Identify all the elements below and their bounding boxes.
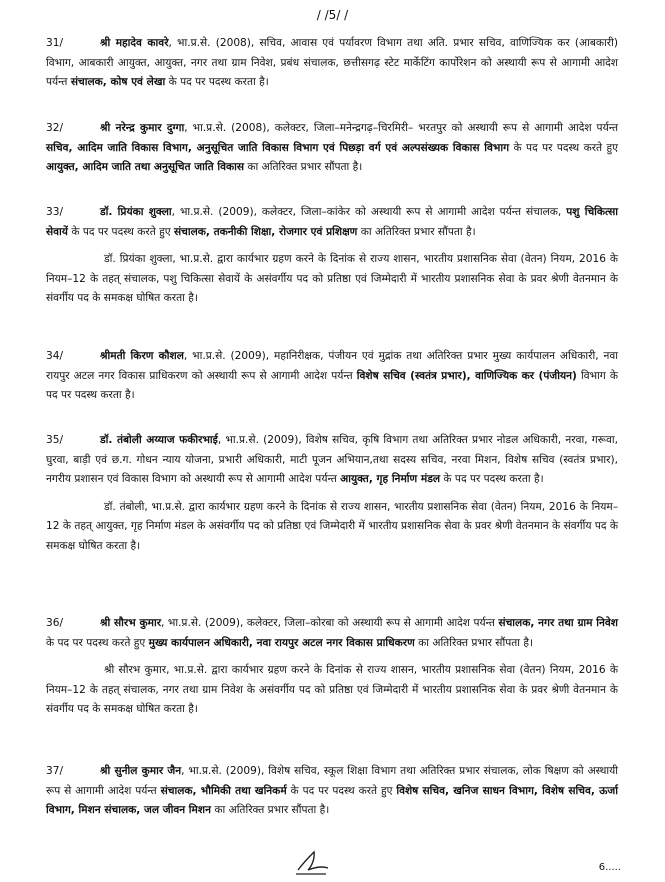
order-text: के पद पर पदस्थ करता है।: [165, 76, 269, 89]
page-number: / /5/ /: [316, 8, 349, 22]
order-text: के पद पर पदस्थ करते हुए: [67, 225, 174, 238]
entry-paragraph: [46, 347, 618, 406]
order-text: का अतिरिक्त प्रभार सौंपता है।: [210, 804, 330, 817]
additional-charge: मुख्य कार्यपालन अधिकारी, नवा रायपुर अटल नगर विकास प्राधिकरण: [148, 636, 415, 649]
serial-number: 35/: [46, 434, 64, 446]
officer-name: श्री सौरभ कुमार: [100, 617, 162, 629]
officer-name: डॉ. प्रियंका शुक्ला: [100, 206, 172, 218]
order-text: के पद पर पदस्थ करता है।: [440, 473, 544, 486]
serial-number: 33/: [46, 206, 64, 218]
officer-name: डॉ. तंबोली अय्याज फकीरभाई: [100, 434, 218, 446]
order-text: का अतिरिक्त प्रभार सौंपता है।: [244, 161, 363, 174]
entry-paragraph: [46, 203, 618, 242]
order-text: , भा.प्र.से. (2009), विशेष सचिव, कृषि विभाग तथा अतिरिक्त प्रभार नोडल अधिकारी, नरवा, गरूवा, घुरवा, बाड़ी एवं छ.ग. गोधन न्याय योजना, प्रभारी अधिकारी, माटी पूजन अभियान,तथा सदस्य सचिव, नरवा मिशन, विशेष सचिव (स्वतंत्र प्रभार), नगरीय प्रशासन एवं विकास विभाग को अस्थायी रूप से आगामी आदेश पर्यन्त: [46, 434, 618, 486]
order-text: के पद पर पदस्थ करते हुए: [46, 636, 149, 649]
order-entry-31: [46, 34, 618, 93]
order-text: विभाग के पद पर पदस्थ करता है।: [46, 369, 618, 402]
order-text: का अतिरिक्त प्रभार सौंपता है।: [414, 636, 534, 649]
entry-paragraph: [46, 762, 618, 821]
order-text: , भा.प्र.से. (2009), कलेक्टर, जिला–कांकेर को अस्थायी रूप से आगामी आदेश पर्यन्त संचालक,: [171, 206, 567, 218]
serial-number: 34/: [46, 350, 64, 362]
posting-title: संचालक, भौमिकी तथा खनिकर्म: [160, 784, 287, 797]
order-entry-34: [46, 347, 618, 406]
posting-title: संचालक, कोष एवं लेखा: [70, 76, 166, 89]
order-entry-33: [46, 203, 618, 309]
order-text: , भा.प्र.से. (2008), कलेक्टर, जिला–मनेन्द्रगढ़–चिरमिरी– भरतपुर को अस्थायी रूप से आगामी आदेश पर्यन्त: [184, 122, 619, 134]
order-text: के पद पर पदस्थ करते हुए: [286, 784, 397, 797]
serial-number: 32/: [46, 122, 64, 134]
declaration-paragraph: श्री सौरभ कुमार, भा.प्र.से. द्वारा कार्यभार ग्रहण करने के दिनांक से राज्य शासन, भारतीय प्रशासनिक सेवा (वेतन) नियम, 2016 के नियम–12 के तहत् संचालक, नगर तथा ग्राम निवेश के असंवर्गीय पद को प्रतिष्ठा एवं जिम्मेदारी में भारतीय प्रशासनिक सेवा के प्रवर श्रेणी वेतनमान के संवर्गीय पद के समकक्ष घोषित करता है।: [46, 664, 618, 716]
order-entry-37: [46, 762, 618, 821]
signature-mark: [292, 848, 340, 878]
order-text: , भा.प्र.से. (2009), कलेक्टर, जिला–कोरबा को अस्थायी रूप से आगामी आदेश पर्यन्त: [161, 617, 499, 629]
order-text: , भा.प्र.से. (2008), सचिव, आवास एवं पर्यावरण विभाग तथा अति. प्रभार सचिव, वाणिज्यिक कर (आबकारी) विभाग, आबकारी आयुक्त, आयुक्त, नगर तथा ग्राम निवेश, प्रबंध संचालक, छत्तीसगढ़ स्टेट मार्केटिंग कार्पोरेशन को अस्थायी रूप से आगामी आदेश पर्यन्त: [46, 37, 618, 89]
officer-name: श्री नरेन्द्र कुमार दुग्गा: [100, 122, 185, 134]
order-text: के पद पर पदस्थ करते हुए: [509, 141, 618, 154]
additional-charge: संचालक, तकनीकी शिक्षा, रोजगार एवं प्रशिक्षण: [173, 225, 358, 238]
posting-title: संचालक, नगर तथा ग्राम निवेश: [498, 617, 619, 629]
serial-number: 31/: [46, 37, 64, 49]
entry-paragraph: [46, 431, 618, 490]
order-text: , भा.प्र.से. (2009), विशेष सचिव, स्कूल शिक्षा विभाग तथा अतिरिक्त प्रभार संचालक, लोक षिक्षण को अस्थायी रूप से आगामी आदेश पर्यन्त: [46, 765, 618, 797]
next-page-marker: 6.....: [598, 862, 621, 873]
order-entry-36: [46, 614, 618, 720]
order-entry-35: [46, 431, 618, 557]
order-text: , भा.प्र.से. (2009), महानिरीक्षक, पंजीयन एवं मुद्रांक तथा अतिरिक्त प्रभार मुख्य कार्यपालन अधिकारी, नवा रायपुर अटल नगर विकास प्राधिकरण को अस्थायी रूप से आगामी आदेश पर्यन्त: [46, 350, 618, 382]
posting-title: आयुक्त, गृह निर्माण मंडल: [340, 473, 441, 486]
posting-title: सचिव, आदिम जाति विकास विभाग, अनुसूचित जाति विकास विभाग एवं पिछड़ा वर्ग एवं अल्पसंख्यक विकास विभाग: [46, 141, 510, 154]
entry-paragraph: [46, 34, 618, 93]
officer-name: श्री महादेव कावरे: [100, 37, 169, 49]
entry-paragraph: [46, 614, 618, 653]
serial-number: 36/: [46, 617, 64, 629]
additional-charge: आयुक्त, आदिम जाति तथा अनुसूचित जाति विकास: [46, 161, 245, 174]
posting-title: पशु चिकित्सा सेवायें: [46, 206, 618, 238]
order-entry-32: [46, 119, 618, 178]
order-text: का अतिरिक्त प्रभार सौंपता है।: [357, 225, 476, 238]
declaration-paragraph: डॉ. प्रियंका शुक्ला, भा.प्र.से. द्वारा कार्यभार ग्रहण करने के दिनांक से राज्य शासन, भारतीय प्रशासनिक सेवा (वेतन) नियम, 2016 के नियम–12 के तहत् संचालक, पशु चिकित्सा सेवायें के असंवर्गीय पद को प्रतिष्ठा एवं जिम्मेदारी में भारतीय प्रशासनिक सेवा के प्रवर श्रेणी वेतनमान के संवर्गीय पद के समकक्ष घोषित करता है।: [46, 253, 619, 305]
officer-name: श्रीमती किरण कौशल: [100, 350, 184, 362]
serial-number: 37/: [46, 765, 64, 777]
posting-title: विशेष सचिव (स्वतंत्र प्रभार), वाणिज्यिक कर (पंजीयन): [356, 369, 577, 382]
entry-paragraph: [46, 119, 618, 178]
additional-charge: विशेष सचिव, खनिज साधन विभाग, विशेष सचिव, ऊर्जा विभाग, मिशन संचालक, जल जीवन मिशन: [46, 784, 619, 817]
declaration-paragraph: डॉ. तंबोली, भा.प्र.से. द्वारा कार्यभार ग्रहण करने के दिनांक से राज्य शासन, भारतीय प्रशासनिक सेवा (वेतन) नियम, 2016 के नियम–12 के तहत् आयुक्त, गृह निर्माण मंडल के असंवर्गीय पद को प्रतिष्ठा एवं जिम्मेदारी में भारतीय प्रशासनिक सेवा के प्रवर श्रेणी वेतनमान के संवर्गीय पद के समकक्ष घोषित करता है।: [46, 500, 618, 552]
officer-name: श्री सुनील कुमार जैन: [100, 765, 182, 777]
